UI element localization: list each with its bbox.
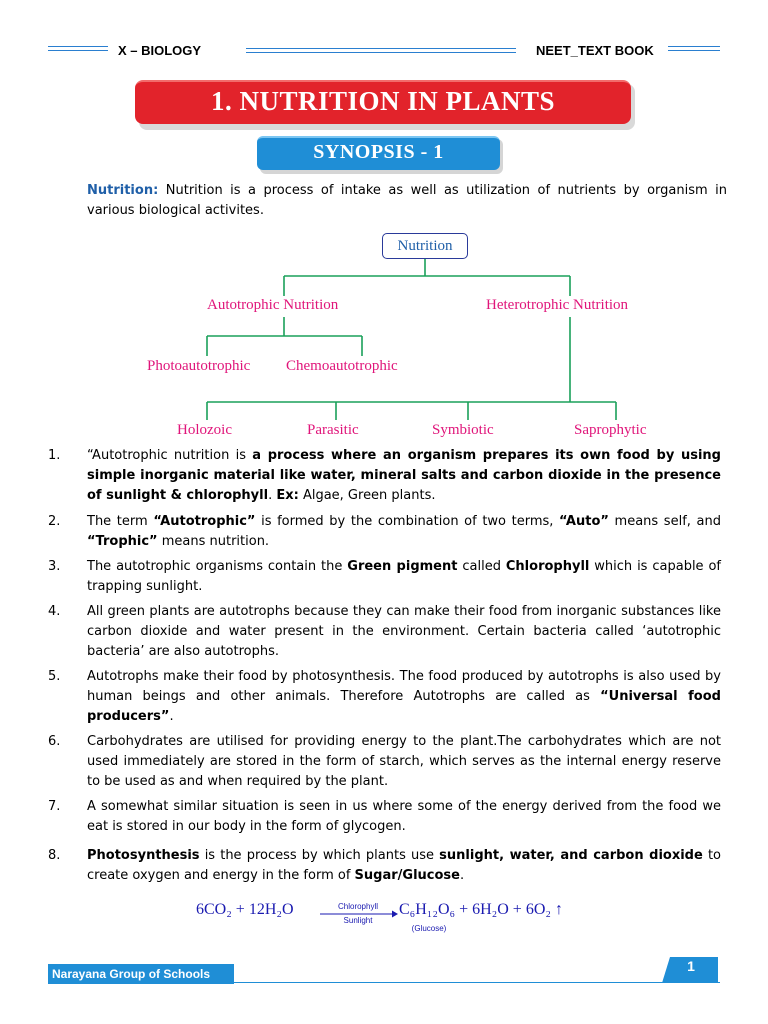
- item-number: 7.: [48, 799, 61, 814]
- item-text-run: The term: [87, 514, 154, 529]
- item-text: [87, 557, 721, 597]
- definition-text: Nutrition is a process of intake as well as utilization of nutrients by organism in various biological activites.: [87, 183, 727, 218]
- footer-rule: [234, 982, 720, 983]
- equation-condition-below: Sunlight: [343, 916, 373, 925]
- item-text-run: Sugar/Glucose: [354, 868, 460, 883]
- item-text-run: “Auto”: [559, 514, 609, 529]
- item-text: [87, 797, 721, 837]
- item-text-run: Green pigment: [347, 559, 458, 574]
- item-text: [87, 602, 721, 662]
- item-text-run: .: [169, 709, 174, 724]
- item-text-run: .: [268, 488, 277, 503]
- equation-note: (Glucose): [411, 924, 447, 933]
- tree-holozoic: Holozoic: [177, 422, 232, 438]
- item-text-run: Photosynthesis: [87, 848, 200, 863]
- item-text-run: “Autotrophic nutrition is: [87, 448, 253, 463]
- item-text-run: Carbohydrates are utilised for providing energy to the plant.The carbohydrates which are not used immediately are stored in the form of starch, which serves as the internal energy reserve to be used as and when required by the plant.: [87, 734, 721, 789]
- item-number: 2.: [48, 514, 61, 529]
- tree-symbiotic: Symbiotic: [432, 422, 494, 438]
- item-number: 6.: [48, 734, 61, 749]
- footer-school: Narayana Group of Schools: [52, 967, 211, 981]
- item-number: 1.: [48, 448, 61, 463]
- item-text-run: means self, and: [608, 514, 721, 529]
- tree-autotrophic: Autotrophic Nutrition: [207, 297, 339, 313]
- equation-products: C₆H₁₂O₆ + 6H₂O + 6O₂ ↑: [399, 901, 563, 918]
- item-text-run: sunlight, water, and carbon dioxide: [439, 848, 703, 863]
- item-text-run: means nutrition.: [157, 534, 270, 549]
- item-text: [87, 667, 721, 727]
- item-text-run: A somewhat similar situation is seen in us where some of the energy derived from the food we eat is stored in our body in the form of glycogen.: [87, 799, 721, 834]
- item-text-run: The autotrophic organisms contain the: [87, 559, 348, 574]
- tree-root-nutrition: Nutrition: [382, 233, 468, 259]
- item-text-run: a process where an organism prepares its own food by using simple inorganic material like water, mineral salts and carbon dioxide in the presence of sunlight & chlorophyll: [87, 448, 721, 503]
- equation-reactants: 6CO₂ + 12H₂O: [196, 901, 294, 918]
- item-text-run: is formed by the combination of two terms,: [255, 514, 560, 529]
- page-number: 1: [687, 958, 695, 974]
- item-number: 4.: [48, 604, 61, 619]
- item-number: 5.: [48, 669, 61, 684]
- item-text-run: .: [459, 868, 465, 883]
- item-text-run: is the process by which plants use: [199, 848, 440, 863]
- tree-heterotrophic: Heterotrophic Nutrition: [486, 297, 629, 313]
- nutrition-tree-lines: [0, 0, 768, 450]
- tree-parasitic: Parasitic: [307, 422, 359, 438]
- item-text-run: Autotrophs make their food by photosynthesis. The food produced by autotrophs is also used by human beings and other animals. Therefore Autotrophs are called as: [87, 669, 721, 704]
- synopsis-title: SYNOPSIS - 1: [313, 141, 444, 163]
- item-text-run: which is capable of trapping sunlight.: [87, 559, 721, 594]
- item-text-run: called: [457, 559, 506, 574]
- item-text: [87, 732, 721, 792]
- item-text-run: “Trophic”: [87, 534, 158, 549]
- item-text-run: to create oxygen and energy in the form of: [87, 848, 722, 883]
- tree-saprophytic: Saprophytic: [574, 422, 647, 438]
- item-text: [87, 846, 721, 886]
- header-book: NEET_TEXT BOOK: [536, 43, 654, 58]
- tree-chemoautotrophic: Chemoautotrophic: [286, 358, 398, 374]
- definition-label: Nutrition:: [87, 183, 159, 198]
- item-text: [87, 446, 721, 506]
- item-text-run: Algae, Green plants.: [298, 488, 436, 503]
- tree-photoautotrophic: Photoautotrophic: [147, 358, 251, 374]
- item-text-run: “Autotrophic”: [153, 514, 256, 529]
- equation-condition-above: Chlorophyll: [337, 902, 379, 911]
- item-text-run: “Universal food producers”: [87, 689, 721, 724]
- item-number: 3.: [48, 559, 61, 574]
- item-text-run: All green plants are autotrophs because they can make their food from inorganic substances like carbon dioxide and water present in the environment. Certain bacteria called ‘autotrophic bacteria’ are also autotrophs.: [87, 604, 721, 659]
- item-text-run: Ex:: [276, 488, 299, 503]
- item-text: [87, 512, 721, 552]
- item-text-run: Chlorophyll: [505, 559, 590, 574]
- chapter-title: 1. NUTRITION IN PLANTS: [210, 86, 556, 116]
- header-subject: X – BIOLOGY: [118, 43, 202, 58]
- item-number: 8.: [48, 848, 61, 863]
